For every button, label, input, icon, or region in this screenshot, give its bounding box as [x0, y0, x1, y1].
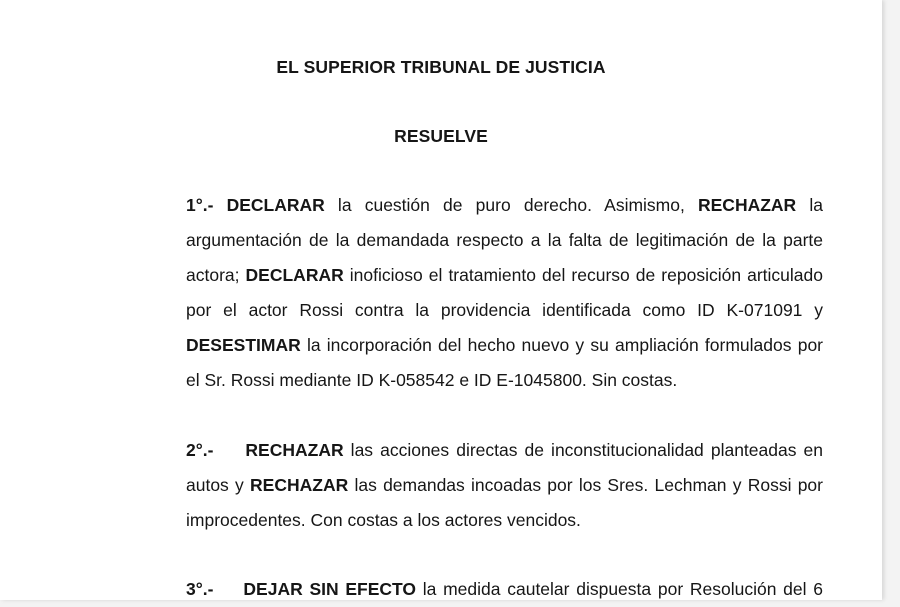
- item-1-line-2: argumentación de la demandada respecto a la falta de legitimación de la parte: [186, 230, 823, 250]
- resolution-item-1: [186, 188, 823, 398]
- item-1-number: 1°.-: [186, 195, 214, 215]
- item-2-line-3: improcedentes. Con costas a los actores vencidos.: [186, 510, 581, 530]
- item-2-line-1: 2°.- RECHAZAR las acciones directas de inconstitucionalidad planteadas en: [186, 433, 823, 468]
- void-keyword: DEJAR SIN EFECTO: [243, 579, 417, 599]
- declare-keyword: DECLARAR: [245, 265, 344, 285]
- item-2-line-2: autos y RECHAZAR las demandas incoadas por los Sres. Lechman y Rossi por: [186, 475, 823, 495]
- item-1-line-6: el Sr. Rossi mediante ID K-058542 e ID E-1045800. Sin costas.: [186, 370, 678, 390]
- item-1-line-4: por el actor Rossi contra la providencia identificada como ID K-071091 y: [186, 300, 823, 320]
- resolution-item-2: [186, 433, 823, 538]
- reject-keyword: RECHAZAR: [698, 195, 797, 215]
- resolves-heading: RESUELVE: [394, 126, 488, 146]
- declare-keyword: DECLARAR: [226, 195, 325, 215]
- reject-keyword: RECHAZAR: [245, 440, 344, 460]
- resolution-item-3: [186, 572, 823, 607]
- item-1-line-1: 1°.- DECLARAR la cuestión de puro derecho. Asimismo, RECHAZAR la: [186, 188, 823, 223]
- reject-keyword: RECHAZAR: [250, 475, 349, 495]
- dismiss-keyword: DESESTIMAR: [186, 335, 301, 355]
- item-1-line-5: DESESTIMAR la incorporación del hecho nuevo y su ampliación formulados por: [186, 335, 823, 355]
- item-3-number: 3°.-: [186, 579, 214, 599]
- item-3-line-1: 3°.- DEJAR SIN EFECTO la medida cautelar dispuesta por Resolución del 6: [186, 572, 823, 607]
- court-heading: EL SUPERIOR TRIBUNAL DE JUSTICIA: [276, 57, 606, 77]
- item-1-line-3: actora; DECLARAR inoficioso el tratamiento del recurso de reposición articulado: [186, 265, 823, 285]
- item-2-number: 2°.-: [186, 440, 214, 460]
